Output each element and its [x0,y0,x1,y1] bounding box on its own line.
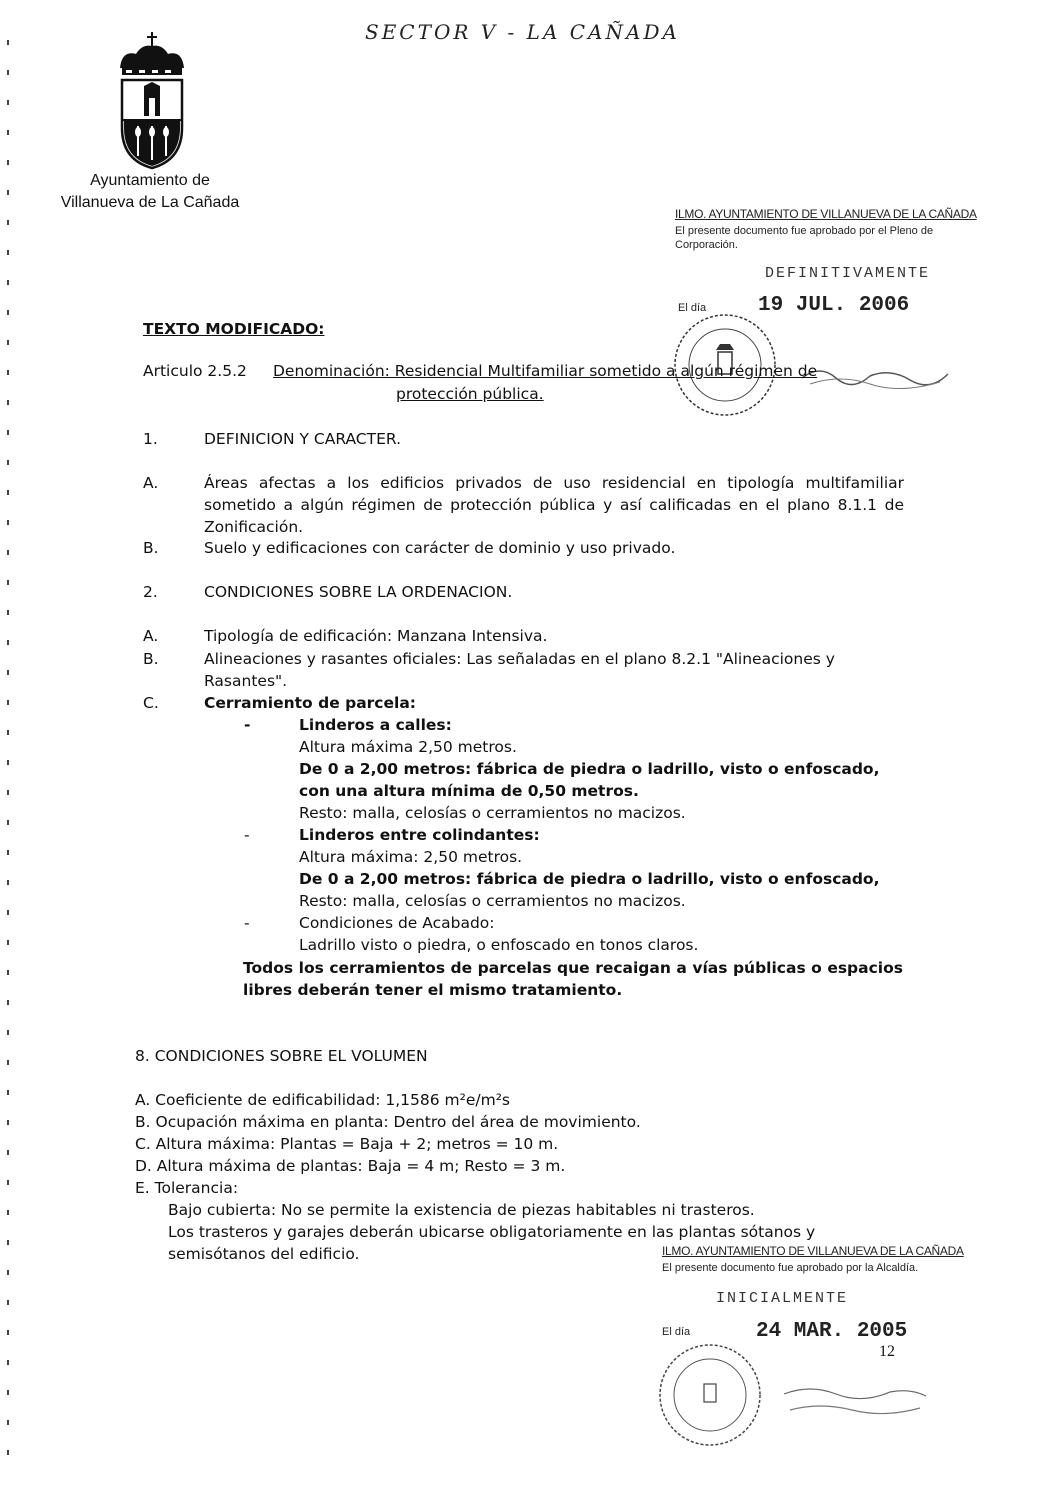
approval-stamp-line2: El presente documento fue aprobado por el Pleno de [675,225,934,237]
s1a-text: Áreas afectas a los edificios privados de uso residencial en tipología multifamiliar sometido a algún régimen de protección pública y así calificadas en el plano 8.1.1 de Zonificación. [204,474,904,536]
approval-stamp-status: DEFINITIVAMENTE [765,265,931,282]
article-title-line1: Denominación: Residencial Multifamiliar sometido a algún régimen de [273,362,818,380]
s8c-text: C. Altura máxima: Plantas = Baja + 2; metros = 10 m. [135,1135,559,1153]
s2b-text: Alineaciones y rasantes oficiales: Las señaladas en el plano 8.2.1 "Alineaciones y Rasantes". [204,650,835,690]
bullet2-dash: - [244,826,250,844]
signature-bottom-icon [780,1380,930,1420]
margin-marks [0,0,20,1495]
official-seal-bottom-icon [655,1340,765,1450]
s1b-text: Suelo y edificaciones con carácter de dominio y uso privado. [204,539,676,557]
s1b-number: B. [143,539,159,557]
s8e-line1: Bajo cubierta: No se permite la existencia de piezas habitables ni trasteros. [168,1201,755,1219]
bullet2-bold: De 0 a 2,00 metros: fábrica de piedra o ladrillo, visto o enfoscado, [299,870,880,888]
bullet2-title: Linderos entre colindantes: [299,826,540,844]
s2-number: 2. [143,583,158,601]
s8b-text: B. Ocupación máxima en planta: Dentro del área de movimiento. [135,1113,641,1131]
s2-title: CONDICIONES SOBRE LA ORDENACION. [204,583,513,601]
bullet3-dash: - [244,914,250,932]
approval-stamp-date: 19 JUL. 2006 [758,294,910,317]
signature-scribble-icon [800,360,950,390]
initial-stamp-day-label: El día [662,1326,691,1338]
coat-of-arms-icon [112,28,192,173]
org-name [50,170,250,214]
s1-number: 1. [143,430,158,448]
approval-stamp-line3: Corporación. [675,239,738,251]
s1a-number: A. [143,474,159,492]
bullet3-title: Condiciones de Acabado: [299,914,495,932]
org-line1: Ayuntamiento de [90,172,210,189]
approval-stamp [675,207,995,251]
s8-title: 8. CONDICIONES SOBRE EL VOLUMEN [135,1047,428,1065]
approval-stamp-line1: ILMO. AYUNTAMIENTO DE VILLANUEVA DE LA CAÑADA [675,207,977,221]
bullet3-line1: Ladrillo visto o piedra, o enfoscado en tonos claros. [299,936,699,954]
bullet1-title: Linderos a calles: [299,716,452,734]
bullet2-line3: Resto: malla, celosías o cerramientos no macizos. [299,892,686,910]
s2c-title: Cerramiento de parcela: [204,694,416,712]
org-line2: Villanueva de La Cañada [60,194,240,211]
handwritten-note: SECTOR V - LA CAÑADA [365,20,680,44]
bullet1-line1: Altura máxima 2,50 metros. [299,738,517,756]
bullet1-bold: De 0 a 2,00 metros: fábrica de piedra o ladrillo, visto o enfoscado, con una altura mínima de 0,50 metros. [299,760,880,800]
section-title: TEXTO MODIFICADO: [143,320,325,338]
s8e-line2: Los trasteros y garajes deberán ubicarse obligatoriamente en las plantas sótanos y semisótanos del edificio. [168,1223,816,1263]
approval-stamp-day-label: El día [678,302,707,314]
initial-stamp-date: 24 MAR. 2005 [756,1320,908,1343]
bullet1-dash: - [244,716,251,734]
article-number: Articulo 2.5.2 [143,362,247,380]
s1-title: DEFINICION Y CARACTER. [204,430,402,448]
s8a-text: A. Coeficiente de edificabilidad: 1,1586 m²e/m²s [135,1091,510,1109]
s8d-text: D. Altura máxima de plantas: Baja = 4 m; Resto = 3 m. [135,1157,566,1175]
article-title-line2: protección pública. [396,385,544,403]
closing-statement: Todos los cerramientos de parcelas que recaigan a vías públicas o espacios libres deberán tener el mismo tratamiento. [243,959,903,999]
s2a-text: Tipología de edificación: Manzana Intensiva. [204,627,548,645]
s8e-text: E. Tolerancia: [135,1179,239,1197]
s2a-number: A. [143,627,159,645]
initial-stamp-status: INICIALMENTE [716,1290,849,1307]
initial-stamp-line1: ILMO. AYUNTAMIENTO DE VILLANUEVA DE LA CAÑADA [662,1244,964,1258]
s2b-number: B. [143,650,159,668]
s2c-number: C. [143,694,159,712]
initial-stamp [662,1244,982,1274]
initial-stamp-line2: El presente documento fue aprobado por la Alcaldía. [662,1262,919,1274]
bullet2-line1: Altura máxima: 2,50 metros. [299,848,523,866]
bullet1-line3: Resto: malla, celosías o cerramientos no macizos. [299,804,686,822]
page-number: 12 [879,1343,895,1360]
